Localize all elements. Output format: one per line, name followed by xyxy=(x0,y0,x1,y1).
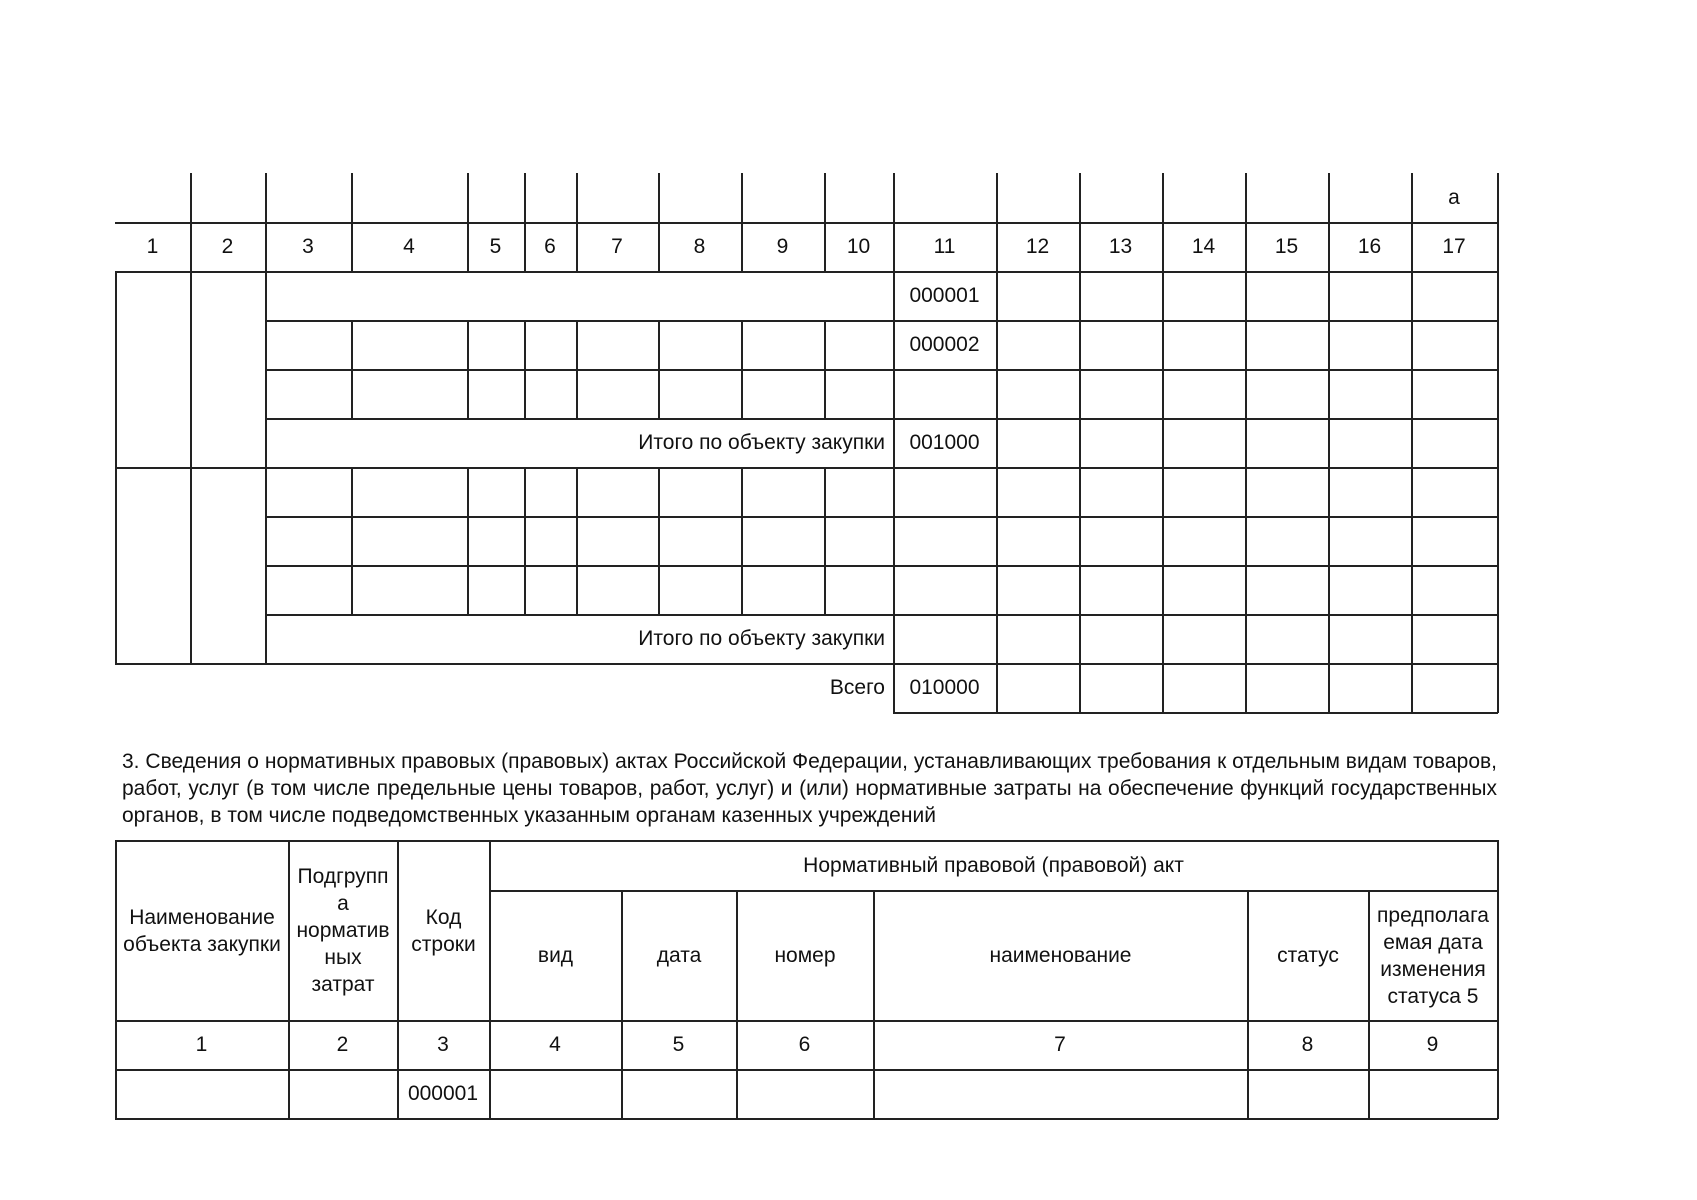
column-number-2: 2 xyxy=(221,235,234,258)
total-code: 010000 xyxy=(909,676,980,699)
column-number-3: 3 xyxy=(302,235,314,258)
subtotal-code xyxy=(893,614,996,663)
column-number-15: 15 xyxy=(1274,235,1299,258)
header-date: дата xyxy=(656,944,702,967)
column-number-9: 9 xyxy=(1426,1033,1439,1056)
column-number-13: 13 xyxy=(1108,235,1133,258)
header-type: вид xyxy=(537,944,574,967)
section-3-heading: 3. Сведения о нормативных правовых (правовых) актах Российской Федерации, устанавливающих требования к отдельным видам товаров, работ, услуг (в том числе предельные цены товаров, работ, услуг) и (или) нормативные затраты на обеспечение функций государственных органов, в том числе подведомственных указанным органам казенных учреждений xyxy=(122,750,1497,827)
column-number-11: 11 xyxy=(933,235,956,258)
header-expected-date: предполага емая дата изменения статуса 5 xyxy=(1377,903,1489,1008)
header-number: номер xyxy=(774,944,836,967)
column-number-3: 3 xyxy=(437,1033,449,1056)
column-number-2: 2 xyxy=(336,1033,349,1056)
column-number-8: 8 xyxy=(1301,1033,1314,1056)
subtotal-label: Итого по объекту закупки xyxy=(638,627,885,650)
column-number-6: 6 xyxy=(798,1033,811,1056)
subtotal-label: Итого по объекту закупки xyxy=(638,431,885,454)
column-number-7: 7 xyxy=(1054,1033,1066,1056)
column-number-14: 14 xyxy=(1191,235,1216,258)
header-legal-act: Нормативный правовой (правовой) акт xyxy=(803,854,1184,877)
column-number-10: 10 xyxy=(846,235,871,258)
column-number-1: 1 xyxy=(195,1033,208,1056)
row-code-cell: 000001 xyxy=(407,1082,479,1105)
column-number-4: 4 xyxy=(549,1033,561,1056)
column-number-4: 4 xyxy=(403,235,415,258)
column-number-8: 8 xyxy=(693,235,706,258)
header-status: статус xyxy=(1277,944,1339,967)
header-name: наименование xyxy=(989,944,1132,967)
column-number-17: 17 xyxy=(1442,235,1466,258)
row-code-cell: 000002 xyxy=(909,333,980,356)
row-code-cell: 000001 xyxy=(909,284,980,307)
header-subgroup: Подгрупп а норматив ных затрат xyxy=(296,865,390,996)
column-number-9: 9 xyxy=(776,235,789,258)
header-row-code: Код строки xyxy=(411,905,476,956)
column-number-12: 12 xyxy=(1025,235,1050,258)
top-row-cell-17: а xyxy=(1448,186,1460,209)
column-number-1: 1 xyxy=(146,235,159,258)
subtotal-code: 001000 xyxy=(909,431,980,454)
column-number-6: 6 xyxy=(544,235,556,258)
column-number-16: 16 xyxy=(1357,235,1382,258)
total-label: Всего xyxy=(829,676,885,699)
column-number-5: 5 xyxy=(672,1033,685,1056)
header-object-name: Наименование объекта закупки xyxy=(123,905,281,956)
row-code-cell xyxy=(893,369,996,418)
column-number-7: 7 xyxy=(611,235,623,258)
column-number-5: 5 xyxy=(489,235,502,258)
